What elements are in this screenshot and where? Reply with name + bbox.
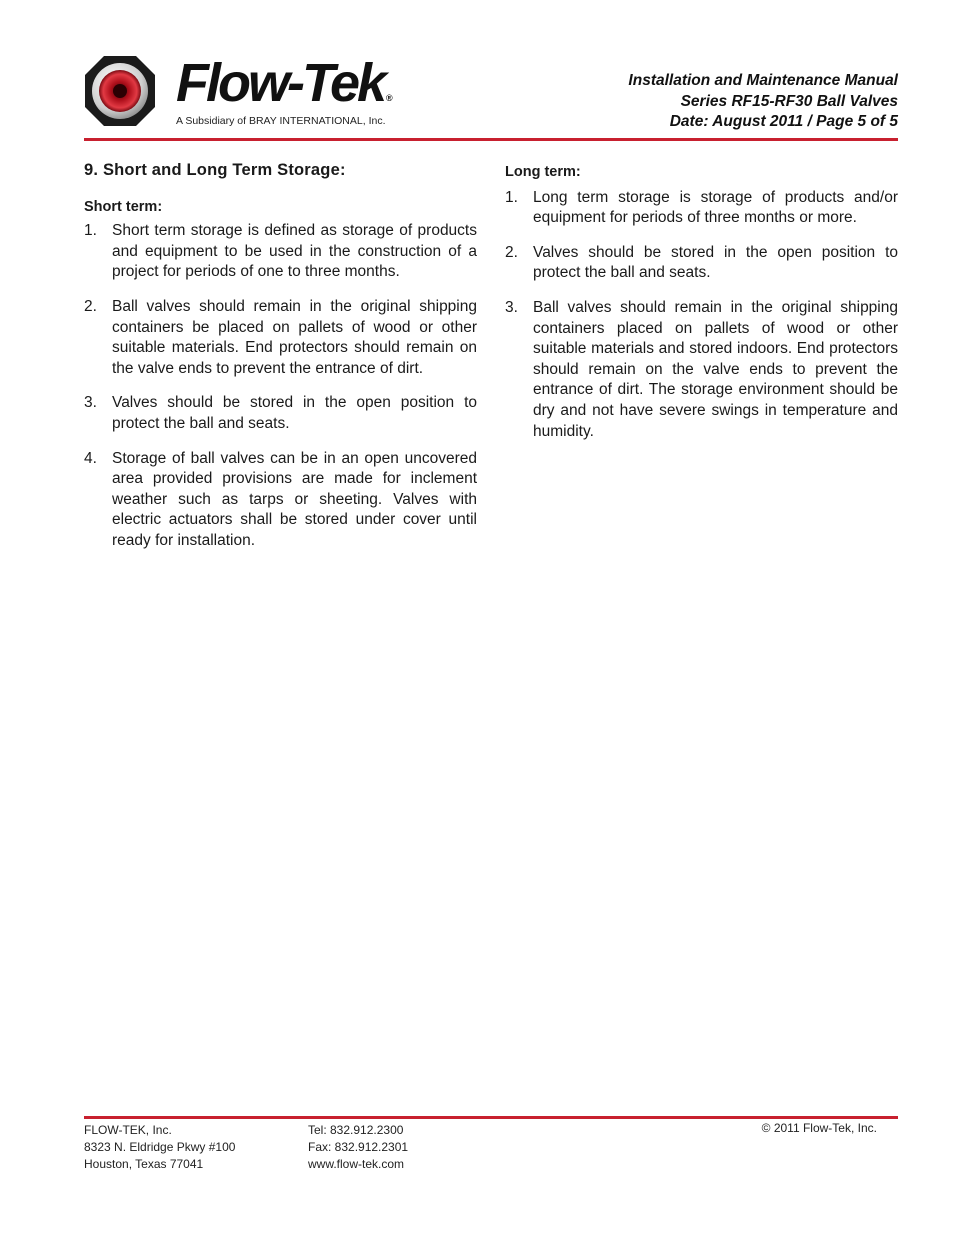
list-text: Ball valves should remain in the original shipping containers placed on pallets of wood or other suitable materials and stored indoors. End protectors should remain on the valve ends to prevent the entrance of dirt. The storage environment should be dry and not have severe swings in temperature and humidity. — [533, 298, 898, 440]
list-item — [84, 393, 477, 434]
footer-address-line1: 8323 N. Eldridge Pkwy #100 — [84, 1140, 236, 1154]
long-term-heading: Long term: — [505, 164, 581, 180]
header-divider — [84, 138, 898, 141]
section-title: 9. Short and Long Term Storage: — [84, 161, 346, 179]
doc-date: Date: August 2011 / Page 5 of 5 — [669, 113, 898, 130]
list-number: 1. — [84, 222, 97, 240]
list-number: 1. — [505, 188, 518, 206]
list-text: Short term storage is defined as storage of products and equipment to be used in the construction of a project for periods of one to three months. — [112, 222, 477, 281]
doc-title: Installation and Maintenance Manual — [628, 72, 898, 89]
list-text: Long term storage is storage of products and/or equipment for periods of three months or more. — [533, 188, 898, 227]
footer-fax: Fax: 832.912.2301 — [308, 1140, 409, 1154]
footer-tel: Tel: 832.912.2300 — [308, 1123, 404, 1137]
footer-address-line2: Houston, Texas 77041 — [84, 1157, 204, 1171]
short-term-heading: Short term: — [84, 198, 163, 215]
doc-series: Series RF15-RF30 Ball Valves — [680, 92, 898, 110]
footer-company: FLOW-TEK, Inc. — [84, 1123, 172, 1137]
list-number: 3. — [84, 394, 97, 412]
short-term-list — [84, 221, 477, 551]
list-item — [505, 298, 898, 442]
list-number: 3. — [505, 298, 518, 316]
footer-divider — [84, 1116, 898, 1119]
footer-address — [84, 1122, 235, 1173]
valve-ball-logo-icon — [84, 55, 156, 127]
logo-wordmark: Flow-Tek ® — [176, 53, 393, 113]
document-header — [628, 71, 898, 133]
right-column — [505, 160, 898, 456]
long-term-list — [505, 188, 898, 443]
footer-contact — [308, 1122, 408, 1173]
list-item — [84, 449, 477, 552]
list-text: Ball valves should remain in the original shipping containers be placed on pallets of wood or other suitable materials. End protectors should remain on the valve ends to prevent the entrance of dirt. — [112, 297, 477, 377]
footer-website-link[interactable]: www.flow-tek.com — [308, 1157, 405, 1171]
list-number: 4. — [84, 449, 97, 467]
list-number: 2. — [505, 243, 518, 261]
logo-subtitle: A Subsidiary of BRAY INTERNATIONAL, Inc. — [176, 115, 386, 127]
list-text: Valves should be stored in the open position to protect the ball and seats. — [533, 243, 898, 282]
company-logo — [84, 55, 424, 130]
footer-copyright: © 2011 Flow-Tek, Inc. — [761, 1121, 877, 1135]
list-item — [505, 188, 898, 229]
list-item — [84, 297, 477, 379]
list-item — [505, 243, 898, 284]
list-item — [84, 221, 477, 283]
list-text: Storage of ball valves can be in an open uncovered area provided provisions are made for inclement weather such as tarps or sheeting. Valves with electric actuators shall be stored under cover until ready for installation. — [112, 449, 477, 549]
left-column — [84, 160, 477, 566]
list-number: 2. — [84, 297, 97, 315]
list-text: Valves should be stored in the open position to protect the ball and seats. — [112, 394, 477, 432]
